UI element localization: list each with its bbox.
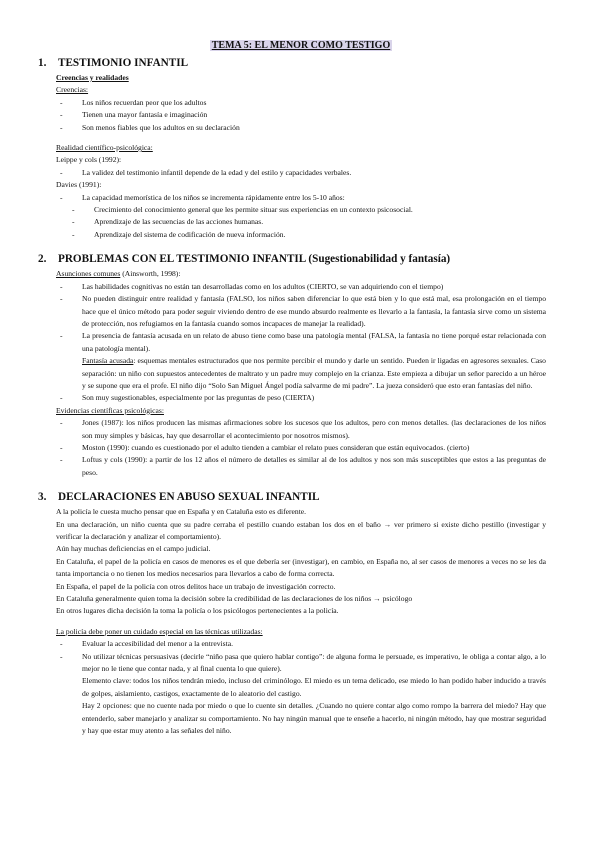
davies-list xyxy=(56,192,546,204)
list-item: - Aprendizaje de las secuencias de las acciones humanas. xyxy=(56,216,546,228)
list-item: - La capacidad memorística de los niños se incrementa rápidamente entre los 5-10 años: xyxy=(56,192,546,204)
list-item: - Loftus y cols (1990): a partir de los 12 años el número de detalles es similar al de los adultos y nos son más susceptibles que estos a las preguntas de peso. xyxy=(56,454,546,479)
paragraph: En una declaración, un niño cuenta que su padre cerraba el pestillo cuando estaban los dos en el baño → ver primero si existe dicho pestillo (investigar y verificar la declaración y analizar el comportamiento). xyxy=(56,519,546,541)
list-item: - La presencia de fantasía acusada en un relato de abuso tiene como base una patología mental (FALSA, la fantasía no tiene porqué estar relacionada con una patología mental). xyxy=(56,330,546,355)
asunciones-list xyxy=(56,281,546,355)
list-item: - Moston (1990): cuando es cuestionado por el adulto tienden a cambiar el relato pues consideran que están equivocados. (cierto) xyxy=(56,442,546,454)
list-item: - La validez del testimonio infantil depende de la edad y del estilo y capacidades verbales. xyxy=(56,167,546,179)
section-1-heading xyxy=(38,57,546,69)
list-item: - Son menos fiables que los adultos en su declaración xyxy=(56,122,546,134)
paragraph: En España, el papel de la policía con otros delitos hace un trabajo de investigación correcto. xyxy=(56,581,336,591)
list-item: - No utilizar técnicas persuasivas (decirle “niño pasa que quiero hablar contigo”: de alguna forma le persuade, es imperativo, le obliga a contar algo, a lo mejor no le tiene que contar nada, y al final cuenta lo que quiere). xyxy=(56,651,546,676)
section-1-title: TESTIMONIO INFANTIL xyxy=(58,57,189,69)
list-item: - Aprendizaje del sistema de codificación de nueva información. xyxy=(56,229,546,241)
list-item: - No pueden distinguir entre realidad y fantasía (FALSO, los niños saben diferenciar lo que está bien y lo que está mal, esa prolongación en el tiempo hace que el único método para poder seguir viviendo dentro de ese mundo absurdo realmente es llevarlo a la fantasía, la fantasía sirve como un sistema de protección, nos refugiamos en la fantasía cuando somos incapaces de manejar la realidad). xyxy=(56,293,546,330)
list-item: - Son muy sugestionables, especialmente por las preguntas de peso (CIERTA) xyxy=(56,392,546,404)
policia-list xyxy=(56,638,546,675)
creencias-list xyxy=(56,97,546,134)
paragraph: Aún hay muchas deficiencias en el campo judicial. xyxy=(56,544,211,554)
section-3-heading xyxy=(38,491,546,503)
section-3-title: DECLARACIONES EN ABUSO SEXUAL INFANTIL xyxy=(58,491,320,504)
citation-davies: Davies (1991): xyxy=(56,180,102,190)
evidencias-list xyxy=(56,417,546,479)
paragraph: En otros lugares dicha decisión la toma la policía o los psicólogos pertenecientes a la policía. xyxy=(56,606,339,616)
paragraph: A la policía le cuesta mucho pensar que en España y en Cataluña esto es diferente. xyxy=(56,507,307,517)
section-2-number: 2. xyxy=(38,253,47,266)
section-3-number: 3. xyxy=(38,491,47,504)
document-title: TEMA 5: EL MENOR COMO TESTIGO xyxy=(211,40,391,51)
paragraph: En Cataluña generalmente quien toma la decisión sobre la credibilidad de las declaraciones de los niños → psicólogo xyxy=(56,594,413,604)
list-item: - Evaluar la accesibilidad del menor a la entrevista. xyxy=(56,638,546,650)
evidencias-label: Evidencias científicas psicológicas: xyxy=(56,405,164,415)
section-1-number: 1. xyxy=(38,57,47,69)
list-item: - Tienen una mayor fantasía e imaginación xyxy=(56,109,546,121)
section-2-title: PROBLEMAS CON EL TESTIMONIO INFANTIL (Sugestionabilidad y fantasía) xyxy=(58,253,451,266)
davies-sublist xyxy=(56,204,546,241)
paragraph: Elemento clave: todos los niños tendrán miedo, incluso del criminólogo. El miedo es un tema delicado, ese miedo lo han podido haber inducido a través de golpes, aislamiento, castigos, exactamente de lo aleatorio del castigo. xyxy=(82,676,546,698)
list-item: - Las habilidades cognitivas no están tan desarrolladas como en los adultos (CIERTO, se van adquiriendo con el tiempo) xyxy=(56,281,546,293)
asunciones-list-end xyxy=(56,392,546,404)
citation-leippe: Leippe y cols (1992): xyxy=(56,155,122,165)
list-item: - Jones (1987): los niños producen las mismas afirmaciones sobre los sucesos que los adultos, pero con menos detalles. (las declaraciones de los niños son muy simples y básicas, hay que desarrollar el acontecimiento por nosotros mismos). xyxy=(56,417,546,442)
subheading-creencias-realidades: Creencias y realidades xyxy=(56,73,129,82)
asunciones-line: Asunciones comunes (Ainsworth, 1998): xyxy=(56,269,181,279)
paragraph: En Cataluña, el papel de la policía en casos de menores es el que debería ser (investigar), en cambio, en España no, al ser casos de menores a veces no se les da tanta importancia o no tienen los medios necesarios para llevarlos a cabo de forma correcta. xyxy=(56,556,546,579)
paragraph: Hay 2 opciones: que no cuente nada por miedo o que lo cuente sin detalles. ¿Cuando no quiere contar algo como rompo la barrera del miedo? Hay que entenderlo, saber manejarlo y analizar su comportamiento. No hay ningún manual que te enseñe a hacerlo, ni ningún método, hay que mostrar seguridad y hay que estar muy atento a las señales del niño. xyxy=(82,701,546,736)
section-2-heading xyxy=(38,253,546,265)
list-item: - Los niños recuerdan peor que los adultos xyxy=(56,97,546,109)
realidad-label: Realidad científico-psicológica: xyxy=(56,143,153,153)
list-item: - Crecimiento del conocimiento general que les permite situar sus experiencias en un contexto psicosocial. xyxy=(56,204,546,216)
leippe-list xyxy=(56,167,546,179)
policia-label: La policía debe poner un cuidado especial en las técnicas utilizadas: xyxy=(56,626,263,636)
creencias-label: Creencias: xyxy=(56,85,89,95)
fantasia-acusada-paragraph: Fantasía acusada: esquemas mentales estructurados que nos permite percibir el mundo y darle un sentido. Pueden ir ligadas en agresores sexuales. Caso separación: un niño con supuestos antecedentes de maltrato y un padre muy complejo en la crianza. Este empieza a dibujar un señor parecido a un héroe y se supone que era el profe. El niño dijo “Solo San Miguel Ángel podía salvarme de mi padre”. La jueza consideró que esto eran fantasías del niño. xyxy=(82,356,546,390)
